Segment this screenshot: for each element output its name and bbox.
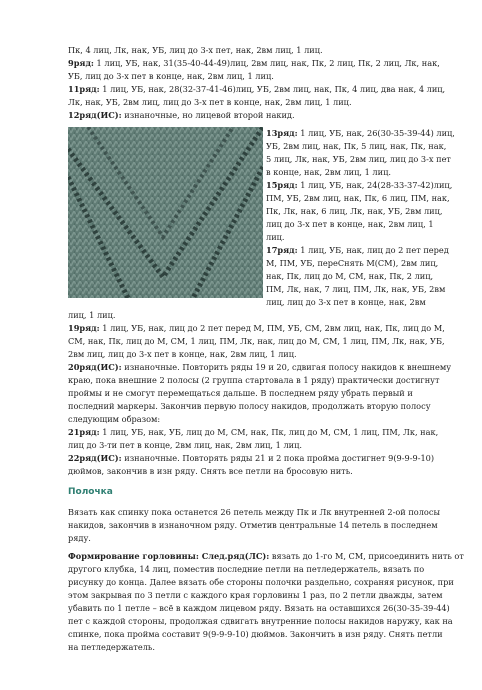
row-20-line3: проймы и не смогут перемещаться дальше. В последнем ряду убрать первый и [68, 388, 413, 398]
row-12: 12ряд(ИС): изнаночные, но лицевой второй накид. [68, 110, 295, 120]
neckline-line5: убавить по 1 петле – всё в каждом лицевом ряду. Вязать на оставшихся 26(30-35-39-44) [68, 603, 450, 613]
row-17-line6: лиц, 1 лиц. [68, 310, 116, 320]
row-22-line2: дюймов, закончив в изн ряду. Снять все петли на бросовую нить. [68, 466, 353, 476]
row-15-line4: лиц до 3-х пет в конце, нак, 2вм лиц, 1 [266, 219, 434, 229]
row-20-line5: следующим образом: [68, 414, 161, 424]
neckline-line8: на петледержатель. [68, 642, 155, 652]
row-continuation: Пк, 4 лиц, Лк, нак, УБ, лиц до 3-х пет, нак, 2вм лиц, 1 лиц. [68, 45, 323, 55]
knitting-swatch-photo [68, 127, 263, 298]
row-19-line2: СМ, нак, Пк, лиц до М, СМ, 1 лиц, ПМ, Лк, нак, лиц до М, СМ, 1 лиц, ПМ, Лк, нак, УБ, [68, 336, 445, 346]
neckline-line2: другого клубка, 14 лиц, поместив последние петли на петледержатель, вязать по [68, 564, 425, 574]
row-21-line2: лиц до 3-ти пет в конце, 2вм лиц, нак, 2вм лиц, 1 лиц. [68, 440, 302, 450]
row-17-line5: лиц, лиц до 3-х пет в конце, нак, 2вм [266, 297, 426, 307]
front-intro-line2: накидов, закончив в изнаночном ряду. Отметив центральные 14 петель в последнем [68, 520, 438, 530]
front-intro: Вязать как спинку пока останется 26 петель между Пк и Лк внутренней 2-ой полосы [68, 507, 440, 517]
row-15-line3: Пк, Лк, нак, 6 лиц, Лк, нак, УБ, 2вм лиц, [266, 206, 443, 216]
row-13: 13ряд: 1 лиц, УБ, нак, 26(30-35-39-44) лиц, [266, 128, 455, 138]
neckline-line7: спинке, пока пройма составит 9(9-9-9-10) дюймов. Закончить в изн ряду. Снять петли [68, 629, 443, 639]
row-20-line4: последний маркеры. Закончив первую полосу накидов, продолжать вторую полосу [68, 401, 431, 411]
row-19-line3: 2вм лиц, лиц до 3-х пет в конце, нак, 2вм лиц, 1 лиц. [68, 349, 297, 359]
row-17-line4: ПМ, Лк, нак, 7 лиц, ПМ, Лк, нак, УБ, 2вм [266, 284, 446, 294]
row-22: 22ряд(ИС): изнаночные. Повторять ряды 21 и 2 пока пройма достигнет 9(9-9-9-10) [68, 453, 435, 463]
neckline-line6: пет с каждой стороны, продолжая сдвигать внутренние полосы накидов наружу, как на [68, 616, 453, 626]
row-20: 20ряд(ИС): изнаночные. Повторить ряды 19 и 20, сдвигая полосу накидов к внешнему [68, 362, 452, 372]
row-13-line2: УБ, 2вм лиц, нак, Пк, 5 лиц, нак, Пк, нак, [266, 141, 447, 151]
row-11-line2: Лк, нак, УБ, 2вм лиц, лиц до 3-х пет в конце, нак, 2вм лиц, 1 лиц. [68, 97, 352, 107]
row-15: 15ряд: 1 лиц, УБ, нак, 24(28-33-37-42)лиц, [266, 180, 453, 190]
row-17-line2: М, ПМ, УБ, переСнять М(СМ), 2вм лиц, [266, 258, 439, 268]
row-11: 11ряд: 1 лиц, УБ, нак, 28(32-37-41-46)лиц, УБ, 2вм лиц, нак, Пк, 4 лиц, два нак, 4 лиц, [68, 84, 446, 94]
neckline-line4: этом закрывая по 3 петли с каждого края горловины 1 раз, по 2 петли дважды, затем [68, 590, 443, 600]
row-9-line2: УБ, лиц до 3-х пет в конце, нак, 2вм лиц, 1 лиц. [68, 71, 274, 81]
row-13-line4: в конце, нак, 2вм лиц, 1 лиц. [266, 167, 391, 177]
row-19: 19ряд: 1 лиц, УБ, нак, лиц до 2 пет перед М, ПМ, УБ, СМ, 2вм лиц, нак, Пк, лиц до М, [68, 323, 445, 333]
row-20-line2: краю, пока внешние 2 полосы (2 группа стартовала в 1 ряду) практически достигнут [68, 375, 440, 385]
neckline-para: Формирование горловины: След.ряд(ЛС): вязать до 1-го М, СМ, присоединить нить от [68, 551, 464, 561]
neckline-line3: рисунку до конца. Далее вязать обе стороны полочки раздельно, сохраняя рисунок, при [68, 577, 454, 587]
row-17-line3: нак, Пк, лиц до М, СМ, нак, Пк, 2 лиц, [266, 271, 434, 281]
row-15-line5: лиц. [266, 232, 285, 242]
row-17: 17ряд: 1 лиц, УБ, нак, лиц до 2 пет перед [266, 245, 449, 255]
row-13-line3: 5 лиц, Лк, нак, УБ, 2вм лиц, лиц до 3-х пет [266, 154, 451, 164]
section-heading: Полочка [68, 487, 113, 497]
front-intro-line3: ряду. [68, 533, 91, 543]
row-21: 21ряд: 1 лиц, УБ, нак, УБ, лиц до М, СМ, нак, Пк, лиц до М, СМ, 1 лиц, ПМ, Лк, нак, [68, 427, 439, 437]
row-9: 9ряд: 1 лиц, УБ, нак, 31(35-40-44-49)лиц, 2вм лиц, нак, Пк, 2 лиц, Пк, 2 лиц, Лк, нак, [68, 58, 440, 68]
row-15-line2: ПМ, УБ, 2вм лиц, нак, Пк, 6 лиц, ПМ, нак, [266, 193, 450, 203]
